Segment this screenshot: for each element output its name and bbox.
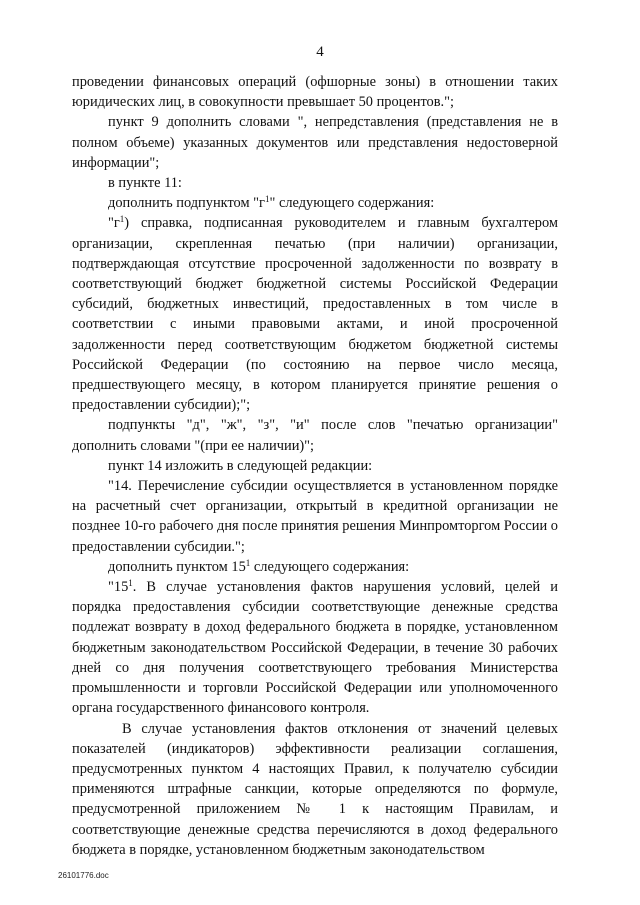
text-fragment: дополнить пунктом 15 <box>108 558 246 575</box>
paragraph-item-9-amendment: пункт 9 дополнить словами ", непредставления (представления не в полном объеме) указанных документов или представления недостоверной информации"; <box>72 114 558 171</box>
paragraph-add-subitem-g1 <box>72 193 558 213</box>
footer-filename: 26101776.doc <box>58 871 109 880</box>
paragraph-item-15-1-text <box>72 577 558 718</box>
text-fragment: "15 <box>108 579 129 596</box>
paragraph-item-11-heading: в пункте 11: <box>108 175 182 192</box>
paragraph-item-14-heading: пункт 14 изложить в следующей редакции: <box>108 457 373 474</box>
document-body <box>72 72 558 860</box>
text-fragment: . В случае установления фактов нарушения условий, целей и порядка предоставления субсидии соответствующие денежные средства подлежат возврату в доход федерального бюджета в порядке, установленном бюджетным законодательством Российской Федерации, в течение 30 рабочих дней со дня получения соответствующего требования Министерства промышленности и торговли Российской Федерации или уполномоченного органа государственного финансового контроля. <box>72 579 558 717</box>
superscript: 1 <box>264 194 270 205</box>
paragraph-penalties: В случае установления фактов отклонения от значений целевых показателей (индикаторов) эффективности реализации соглашения, предусмотренных пунктом 4 настоящих Правил, к получателю субсидии применяются штрафные санкции, которые определяются по формуле, предусмотренной приложением № 1 к настоящим Правилам, и соответствующие денежные средства перечисляются в доход федерального бюджета в порядке, установленном бюджетным законодательством <box>72 720 558 858</box>
paragraph-offshore-continuation: проведении финансовых операций (офшорные зоны) в отношении таких юридических лиц, в совокупности превышает 50 процентов."; <box>72 74 558 111</box>
text-fragment: " следующего содержания: <box>269 195 435 212</box>
superscript: 1 <box>119 214 125 225</box>
text-fragment: "г <box>108 215 120 232</box>
paragraph-subitem-g1-text <box>72 213 558 415</box>
superscript: 1 <box>128 578 133 589</box>
page-number: 4 <box>316 44 324 60</box>
paragraph-subitems-amendment: подпункты "д", "ж", "з", "и" после слов "печатью организации" дополнить словами "(при ее наличии)"; <box>72 417 558 454</box>
superscript: 1 <box>245 557 251 568</box>
text-fragment: следующего содержания: <box>250 558 410 575</box>
paragraph-add-item-15-1 <box>72 557 558 577</box>
text-fragment: дополнить подпунктом "г <box>108 195 265 212</box>
text-fragment: ) справка, подписанная руководителем и главным бухгалтером организации, скрепленная печатью (при наличии) организации, подтверждающая отсутствие просроченной задолженности по возврату в соответствующий бюджет бюджетной системы Российской Федерации субсидий, бюджетных инвестиций, предоставленных в том числе в соответствии с иными правовыми актами, и иной просроченной задолженности перед соответствующим бюджетом бюджетной системы Российской Федерации (по состоянию на первое число месяца, предшествующего месяцу, в котором планируется принятие решения о предоставлении субсидии);"; <box>72 215 558 414</box>
paragraph-item-14-text: "14. Перечисление субсидии осуществляется в установленном порядке на расчетный счет организации, открытый в кредитной организации не позднее 10-го рабочего дня после принятия решения Минпромторгом России о предоставлении субсидии."; <box>72 478 558 555</box>
